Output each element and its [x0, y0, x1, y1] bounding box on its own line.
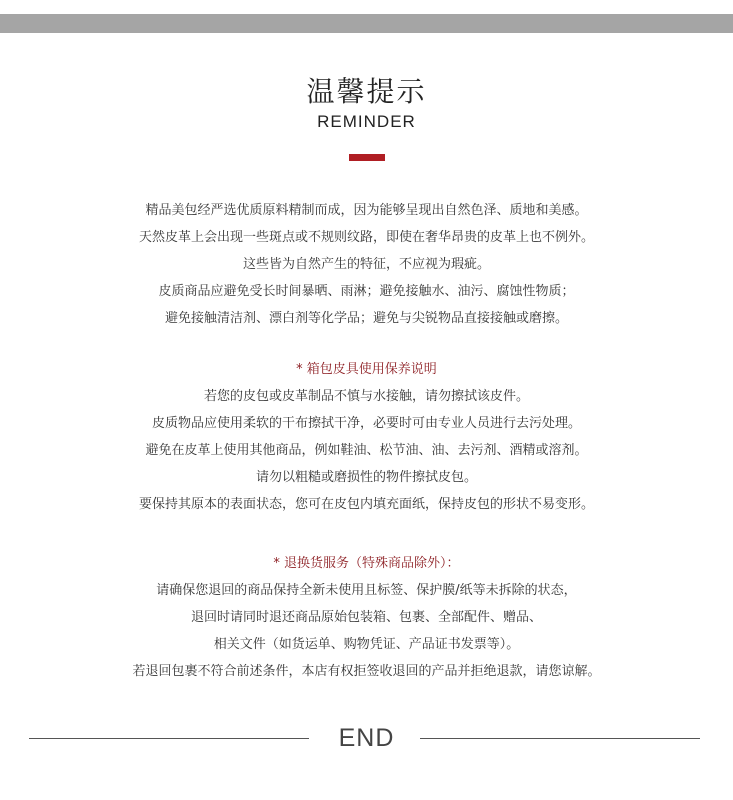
care-line: 皮质物品应使用柔软的干布擦拭干净，必要时可由专业人员进行去污处理。: [151, 416, 581, 431]
page-title: 温馨提示: [306, 75, 427, 108]
care-line: 要保持其原本的表面状态，您可在皮包内填充面纸，保持皮包的形状不易变形。: [138, 497, 594, 512]
intro-line: 这些皆为自然产生的特征，不应视为瑕疵。: [242, 257, 490, 272]
end-label: END: [338, 724, 395, 752]
care-line: 避免在皮革上使用其他商品，例如鞋油、松节油、油、去污剂、酒精或溶剂。: [145, 443, 588, 458]
returns-heading: * 退换货服务（特殊商品除外）：: [273, 556, 460, 571]
accent-bar: [349, 154, 385, 161]
top-divider-bar: [0, 14, 733, 33]
returns-line: 若退回包裹不符合前述条件，本店有权拒签收退回的产品并拒绝退款，请您谅解。: [132, 664, 601, 679]
end-footer: [0, 724, 733, 754]
returns-line: 相关文件（如货运单、购物凭证、产品证书发票等）。: [213, 637, 520, 652]
intro-line: 皮质商品应避免受长时间暴晒、雨淋；避免接触水、油污、腐蚀性物质；: [158, 284, 575, 299]
care-section: [0, 356, 733, 518]
care-line: 请勿以粗糙或磨损性的物件擦拭皮包。: [255, 470, 477, 485]
returns-section: [0, 550, 733, 685]
intro-line: 天然皮革上会出现一些斑点或不规则纹路，即使在奢华昂贵的皮革上也不例外。: [138, 230, 594, 245]
returns-line: 退回时请同时退还商品原始包装箱、包裹、全部配件、赠品、: [190, 610, 542, 625]
page-subtitle: REMINDER: [317, 112, 416, 131]
intro-line: 精品美包经严选优质原料精制而成，因为能够呈现出自然色泽、质地和美感。: [145, 203, 588, 218]
returns-line: 请确保您退回的商品保持全新未使用且标签、保护膜/纸等未拆除的状态，: [156, 583, 577, 598]
end-right-rule: [420, 738, 700, 739]
care-heading: * 箱包皮具使用保养说明: [296, 362, 437, 377]
intro-section: [0, 197, 733, 332]
care-line: 若您的皮包或皮革制品不慎与水接触，请勿擦拭该皮件。: [203, 389, 529, 404]
intro-line: 避免接触清洁剂、漂白剂等化学品；避免与尖锐物品直接接触或磨擦。: [164, 311, 568, 326]
